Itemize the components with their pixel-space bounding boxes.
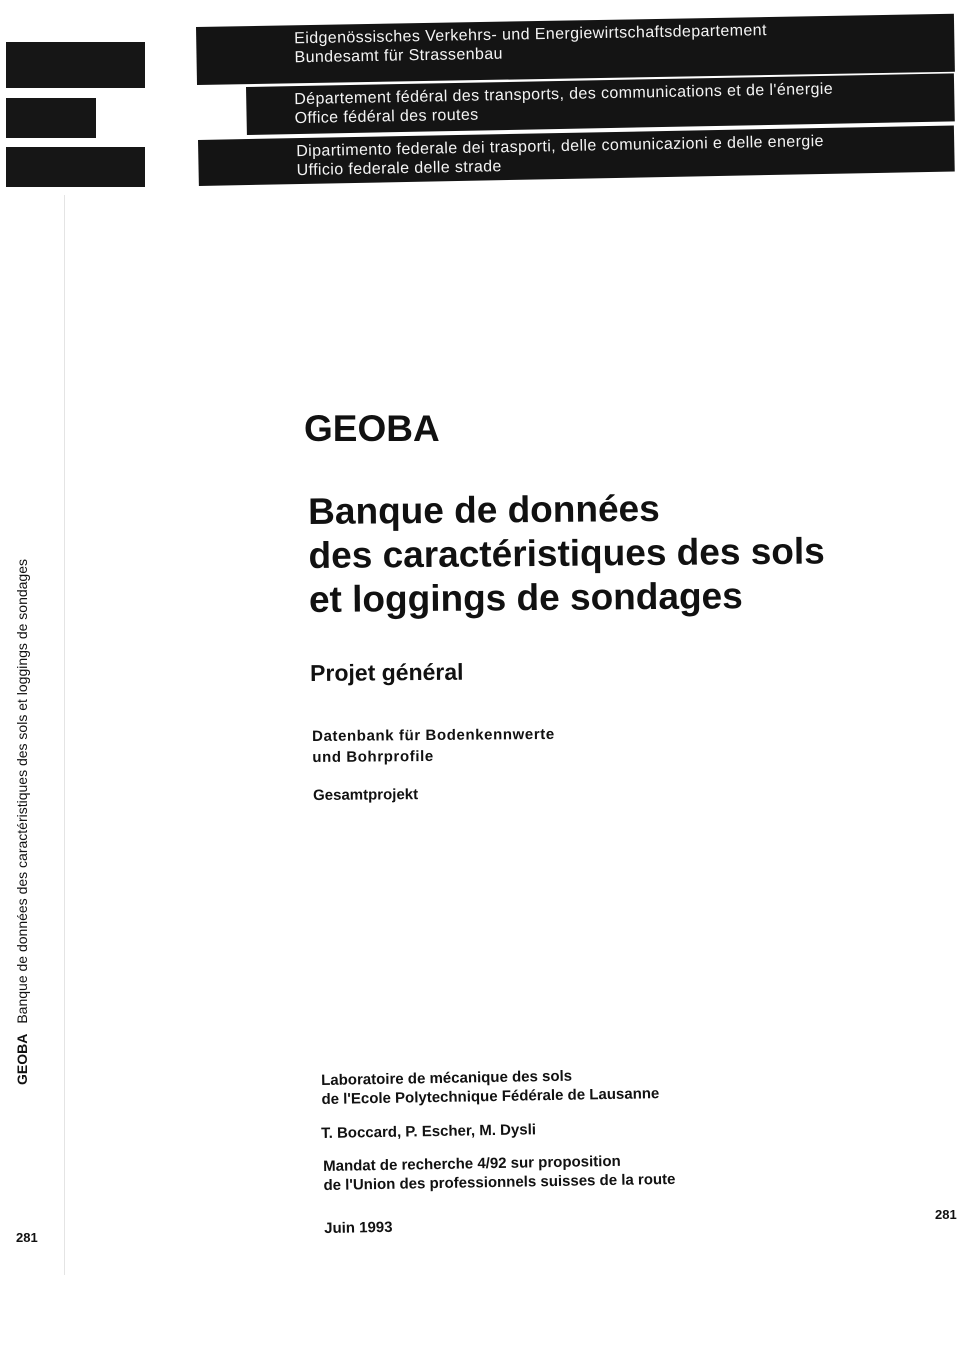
header-french-department: Département fédéral des transports, des communications et de l'énergie — [294, 80, 834, 109]
cover-subtitle-line: des caractéristiques des sols — [308, 530, 825, 576]
cover-laboratory-line: Laboratoire de mécanique des sols — [321, 1067, 573, 1089]
cover-mandate-line: Mandat de recherche 4/92 sur proposition — [323, 1152, 621, 1175]
cover-mandate-line: de l'Union des professionnels suisses de la route — [323, 1170, 676, 1194]
cover-title: GEOBA — [304, 408, 440, 449]
header-french-office: Office fédéral des routes — [294, 106, 479, 128]
header-bar-italian — [198, 125, 955, 186]
spine-fold-line — [64, 195, 65, 1275]
cover-authors — [321, 1120, 536, 1143]
cover-authors-text: T. Boccard, P. Escher, M. Dysli — [321, 1121, 537, 1142]
cover-german-title-line: und Bohrprofile — [312, 747, 434, 766]
cover-date-text: Juin 1993 — [324, 1218, 393, 1237]
spine-page-number: 281 — [16, 1230, 38, 1245]
cover-german-title-line: Datenbank für Bodenkennwerte — [312, 725, 555, 745]
header-italian-office: Ufficio federale delle strade — [296, 158, 502, 180]
header-italian-department: Dipartimento federale dei trasporti, delle comunicazioni e delle energie — [296, 132, 825, 161]
cover-project-label: Projet général — [310, 658, 464, 686]
spine-title-main: GEOBA — [14, 1033, 30, 1085]
cover-mandate — [323, 1151, 676, 1195]
cover-laboratory-line: de l'Ecole Polytechnique Fédérale de Lausanne — [321, 1085, 660, 1108]
header-german-office: Bundesamt für Strassenbau — [294, 45, 504, 67]
header-bar-french — [246, 73, 955, 135]
logo-block-middle — [6, 98, 96, 138]
spine-title — [14, 405, 30, 1085]
cover-subtitle-line: Banque de données — [308, 487, 660, 532]
header-german-department: Eidgenössisches Verkehrs- und Energiewirtschaftsdepartement — [294, 22, 768, 48]
spine-title-sub: Banque de données des caractéristiques des sols et loggings de sondages — [14, 559, 30, 1024]
cover-german-project: Gesamtprojekt — [313, 786, 419, 804]
cover-subtitle-line: et loggings de sondages — [308, 575, 743, 620]
cover-german-title — [312, 724, 555, 768]
cover-page-number: 281 — [935, 1207, 957, 1222]
logo-block-top — [6, 42, 145, 88]
cover-subtitle — [308, 485, 825, 621]
cover-laboratory — [321, 1065, 659, 1109]
header-bar-german — [196, 14, 955, 85]
logo-block-bottom — [6, 147, 145, 187]
cover-date — [324, 1218, 393, 1238]
